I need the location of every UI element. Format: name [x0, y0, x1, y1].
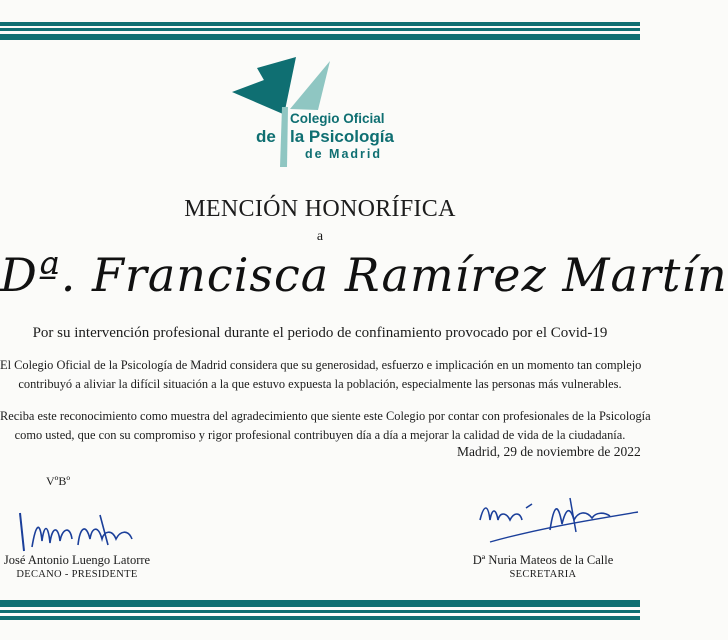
reason-text: Por su intervención profesional durante el periodo de confinamiento provocado por el Covid-19	[32, 325, 608, 341]
secretary-name: Dª Nuria Mateos de la Calle	[472, 553, 614, 567]
recipient-name: Dª. Francisca Ramírez Martín	[0, 248, 728, 302]
secretary-signature-icon	[470, 490, 640, 550]
paragraph-2-line-2: como usted, que con su compromiso y rigor profesional contribuyen día a día a mejorar la calidad de vida de la ciudadanía.	[14, 428, 626, 442]
place-date: Madrid, 29 de noviembre de 2022	[457, 444, 641, 459]
top-border	[0, 0, 640, 40]
president-name: José Antonio Luengo Latorre	[3, 553, 151, 567]
secretary-role: SECRETARIA	[509, 569, 577, 580]
certificate-title: MENCIÓN HONORÍFICA	[184, 196, 456, 222]
paragraph-2-line-1: Reciba este reconocimiento como muestra del agradecimiento que siente este Colegio por contar con profesionales de la Psicología	[0, 409, 651, 423]
president-signature-icon	[8, 505, 158, 555]
logo-line-1: Colegio Oficial	[290, 111, 385, 126]
logo-line-2-de: de	[256, 127, 276, 146]
logo-line-2: la Psicología	[290, 127, 394, 146]
college-logo	[230, 55, 410, 170]
bottom-border	[0, 598, 640, 640]
president-role: DECANO - PRESIDENTE	[16, 569, 138, 580]
approval-mark: VºBº	[46, 474, 71, 488]
to-word: a	[316, 229, 324, 244]
paragraph-1-line-2: contribuyó a aliviar la difícil situación a la que estuvo expuesta la población, especialmente las personas más vulnerables.	[18, 377, 622, 391]
paragraph-1-line-1: El Colegio Oficial de la Psicología de Madrid considera que su generosidad, esfuerzo e implicación en un momento tan complejo	[0, 358, 642, 372]
logo-line-3: de Madrid	[305, 147, 383, 161]
paragraph-1	[0, 356, 640, 394]
paragraph-2	[0, 407, 651, 445]
